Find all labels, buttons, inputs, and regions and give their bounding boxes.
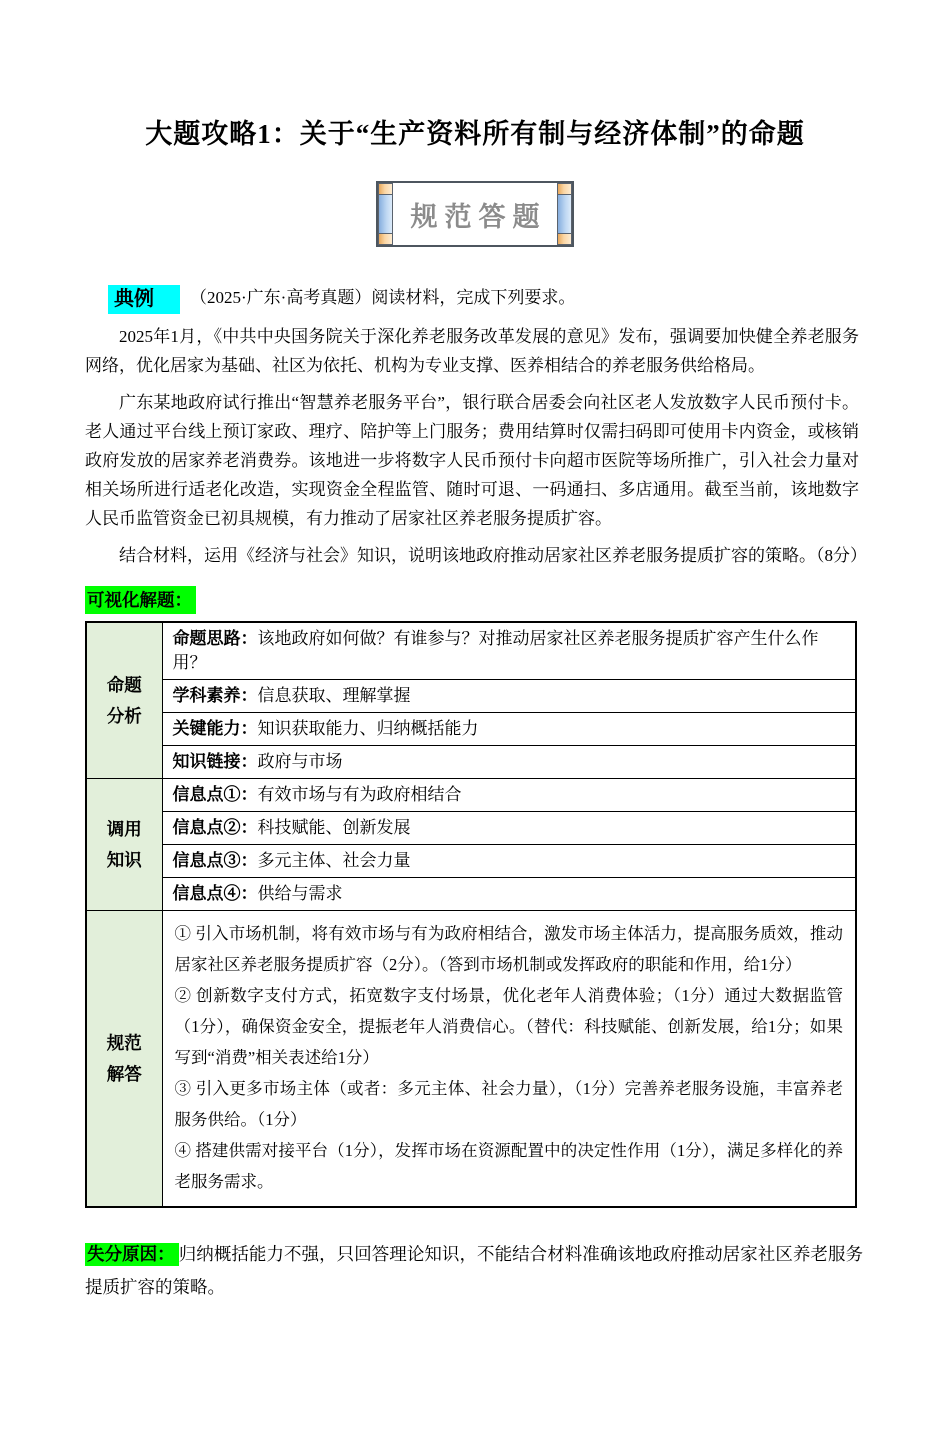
row-content: 供给与需求 [257, 884, 343, 903]
row-label: 关键能力： [172, 719, 258, 738]
loss-reason-content: 归纳概括能力不强，只回答理论知识，不能结合材料准确该地政府推动居家社区养老服务提质扩容的策略。 [85, 1244, 863, 1297]
row-content: 该地政府如何做？有谁参与？对推动居家社区养老服务提质扩容产生什么作用？ [172, 629, 819, 672]
row-label: 信息点④： [172, 884, 258, 903]
table-row [86, 622, 856, 680]
row-content: 有效市场与有为政府相结合 [257, 785, 462, 804]
row-label: 信息点①： [172, 785, 258, 804]
row-label: 学科素养： [172, 686, 258, 705]
row-content: 知识获取能力、归纳概括能力 [257, 719, 479, 738]
answer-item: ② 创新数字支付方式，拓宽数字支付场景，优化老年人消费体验；（1分）通过大数据监管（1分），确保资金安全，提振老年人消费信心。（替代：科技赋能、创新发展，给1分；如果写到“消费”相关表述给1分） [174, 986, 843, 1067]
material-paragraph-2: 广东某地政府试行推出“智慧养老服务平台”，银行联合居委会向社区老人发放数字人民币预付卡。老人通过平台线上预订家政、理疗、陪护等上门服务；费用结算时仅需扫码即可使用卡内资金，或核销政府发放的居家养老消费券。该地进一步将数字人民币预付卡向超市医院等场所推广，引入社会力量对相关场所进行适老化改造，实现资金全程监管、随时可退、一码通扫、多店通用。截至当前，该地数字人民币监管资金已初具规模，有力推动了居家社区养老服务提质扩容。 [85, 393, 859, 528]
row-label: 命题思路： [172, 629, 258, 648]
loss-reason-paragraph [85, 1238, 863, 1304]
section-header-invoke-knowledge: 调用知识 [86, 779, 162, 911]
banner-corner-icon [378, 183, 393, 195]
material-paragraph-1: 2025年1月，《中共中央国务院关于深化养老服务改革发展的意见》发布，强调要加快健全养老服务网络，优化居家为基础、社区为依托、机构为专业支撑、医养相结合的养老服务供给格局。 [85, 327, 859, 375]
answer-item: ④ 搭建供需对接平台（1分），发挥市场在资源配置中的决定性作用（1分），满足多样化的养老服务需求。 [174, 1141, 843, 1191]
example-badge: 典例 [108, 285, 180, 314]
banner-corner-icon [557, 233, 572, 245]
table-row [86, 779, 856, 812]
example-header [108, 283, 862, 314]
banner-right-rail [557, 183, 572, 245]
answer-item: ③ 引入更多市场主体（或者：多元主体、社会力量），（1分）完善养老服务设施，丰富养老服务供给。（1分） [174, 1079, 843, 1129]
banner-blue-bar [378, 195, 393, 233]
row-label: 信息点③： [172, 851, 258, 870]
banner-corner-icon [557, 183, 572, 195]
table-row [86, 746, 856, 779]
banner-title: 规范答题 [410, 201, 547, 232]
loss-reason-label: 失分原因： [85, 1243, 179, 1266]
example-source-line: （2025·广东·高考真题）阅读材料，完成下列要求。 [190, 288, 576, 307]
standard-answer-cell [162, 911, 856, 1208]
banner-blue-bar [557, 195, 572, 233]
row-content: 多元主体、社会力量 [257, 851, 411, 870]
row-label: 信息点②： [172, 818, 258, 837]
visual-solution-heading: 可视化解题： [85, 586, 196, 614]
banner-left-rail [378, 183, 393, 245]
banner-corner-icon [378, 233, 393, 245]
analysis-table [85, 621, 857, 1208]
document-page [0, 112, 950, 1456]
row-content: 政府与市场 [257, 752, 343, 771]
table-row [86, 845, 856, 878]
table-row [86, 878, 856, 911]
page-title: 大题攻略1：关于“生产资料所有制与经济体制”的命题 [145, 119, 805, 149]
section-header-standard-answer: 规范解答 [86, 911, 162, 1208]
table-row [86, 812, 856, 845]
row-content: 信息获取、理解掌握 [257, 686, 411, 705]
question-paragraph: 结合材料，运用《经济与社会》知识，说明该地政府推动居家社区养老服务提质扩容的策略。（8分） [119, 546, 867, 565]
section-header-proposition-analysis: 命题分析 [86, 622, 162, 779]
row-label: 知识链接： [172, 752, 258, 771]
table-row [86, 911, 856, 1208]
table-row [86, 713, 856, 746]
answer-item: ① 引入市场机制，将有效市场与有为政府相结合，激发市场主体活力，提高服务质效，推动居家社区养老服务提质扩容（2分）。（答到市场机制或发挥政府的职能和作用，给1分） [174, 924, 843, 974]
table-row [86, 680, 856, 713]
scroll-banner [376, 181, 574, 247]
row-content: 科技赋能、创新发展 [257, 818, 411, 837]
